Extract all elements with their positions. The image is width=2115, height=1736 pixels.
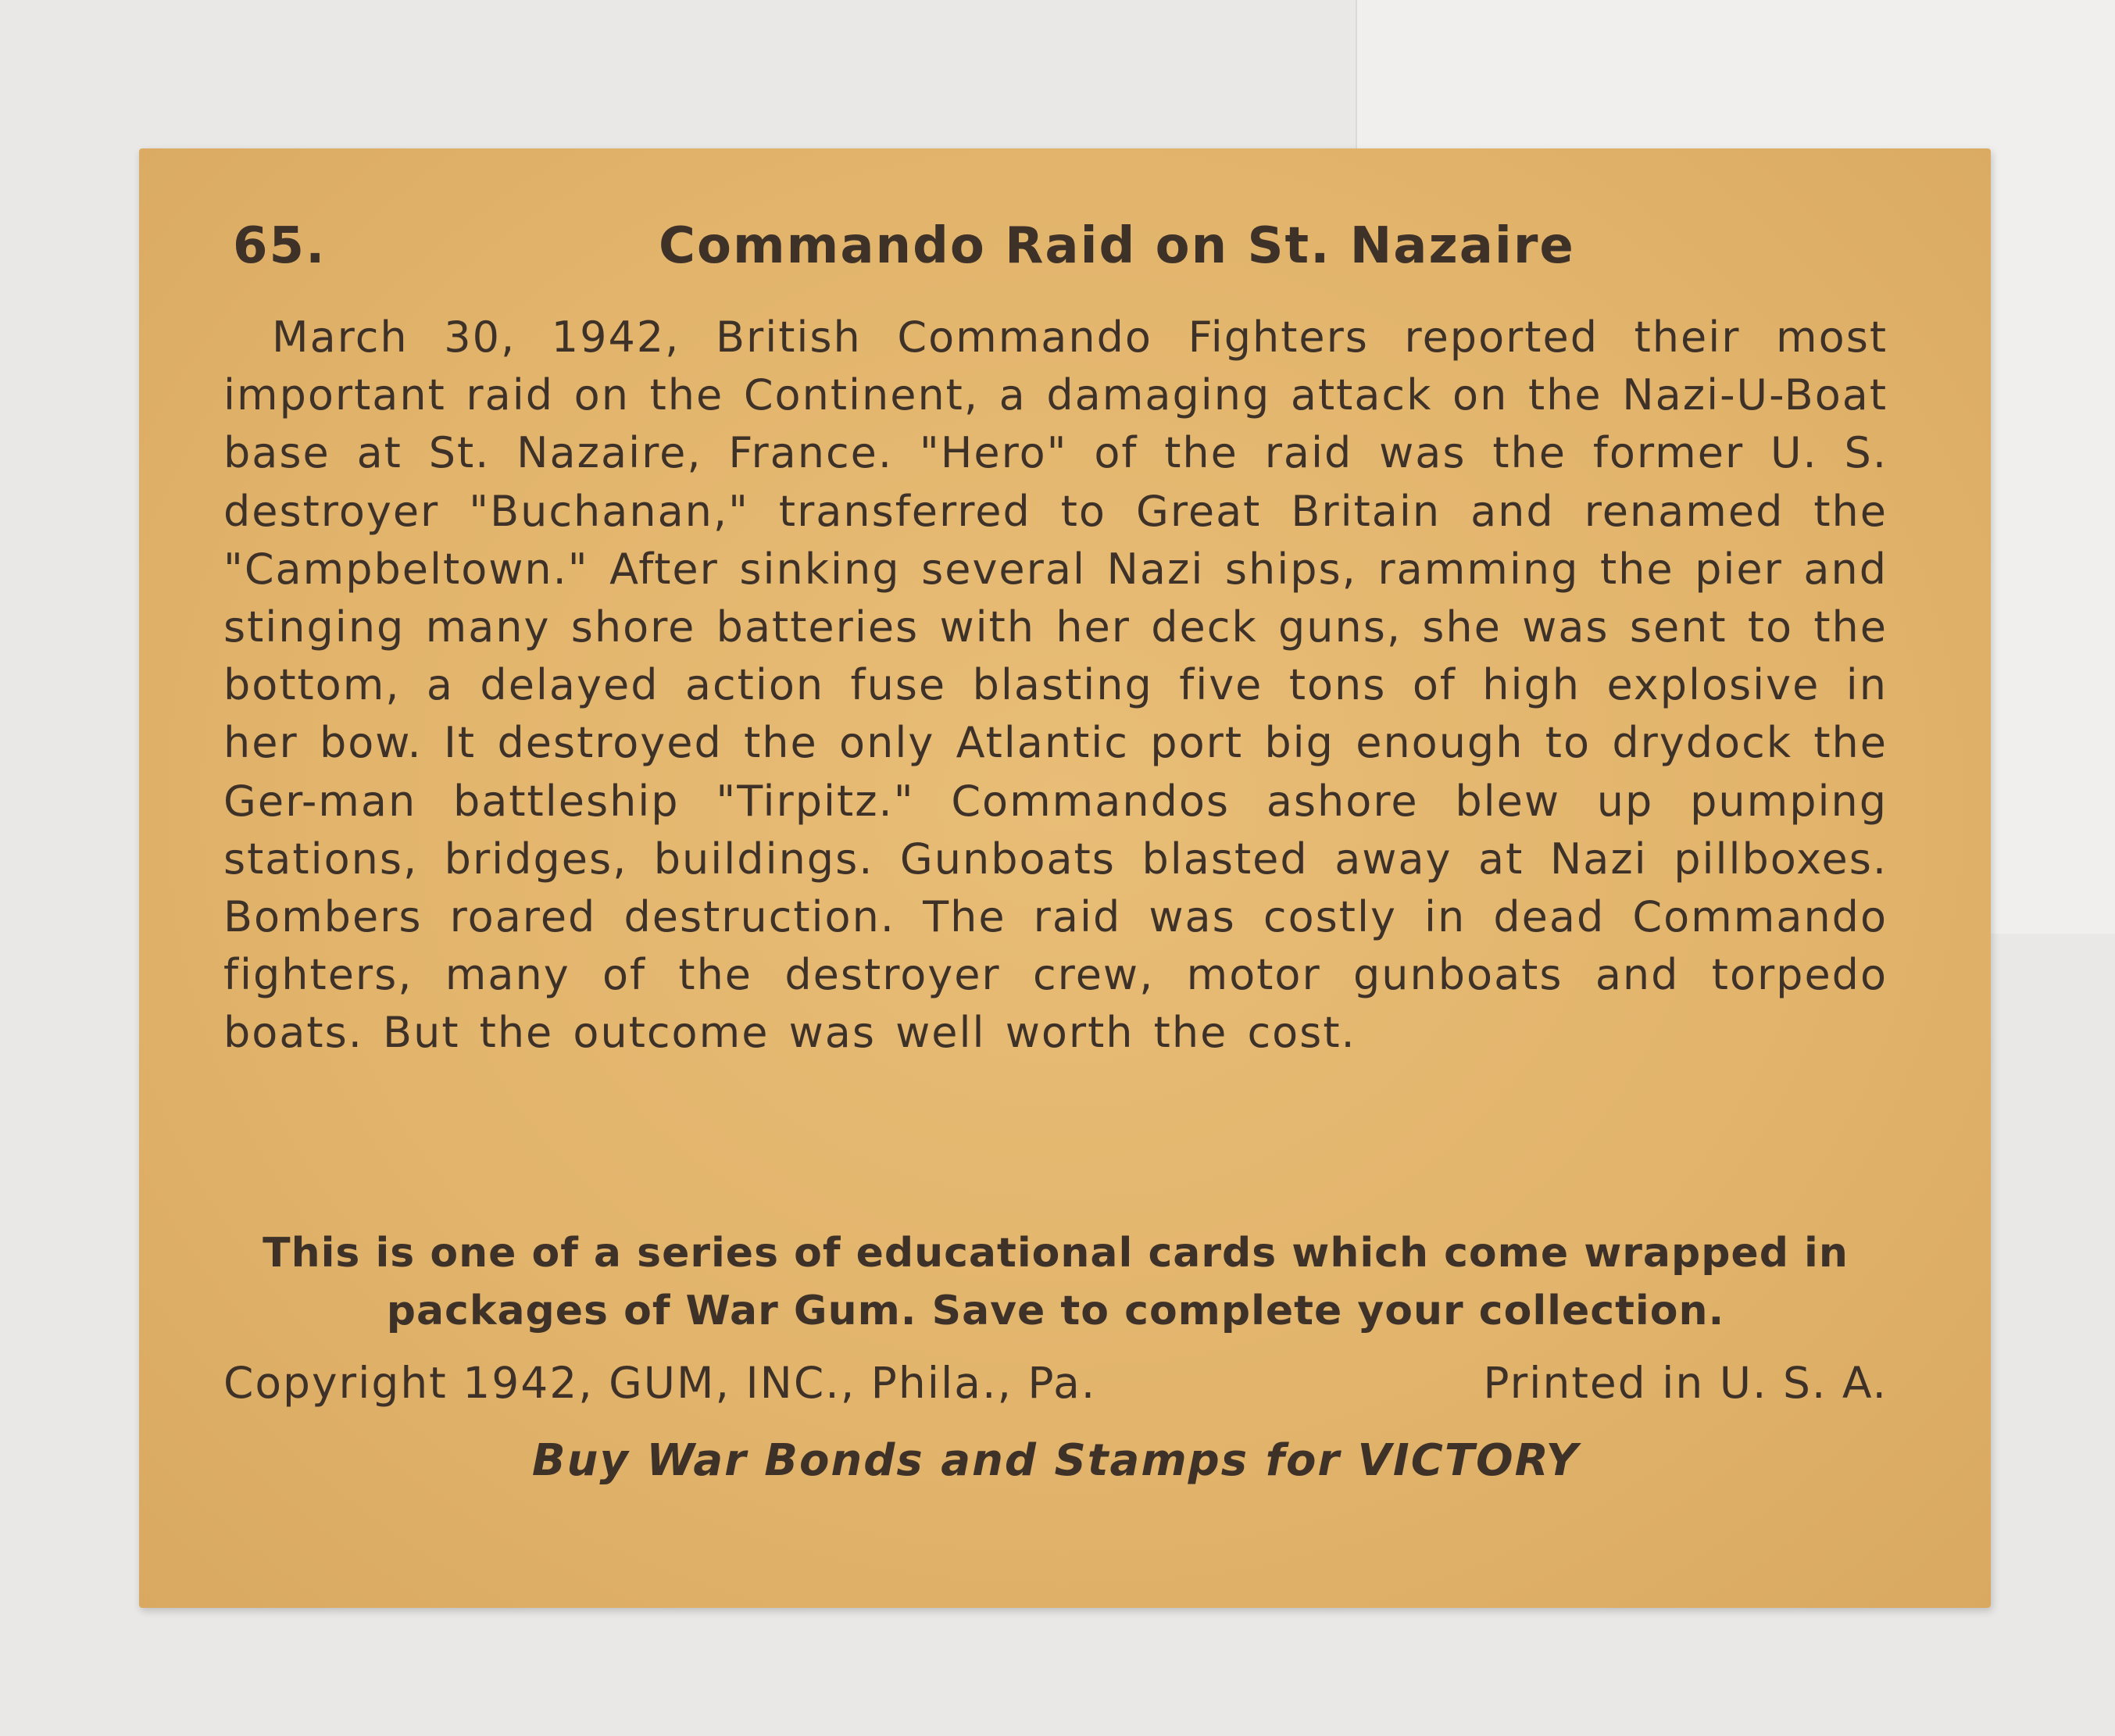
card-footer bbox=[223, 1352, 1888, 1414]
printed-in-text: Printed in U. S. A. bbox=[1483, 1358, 1888, 1408]
trading-card-back bbox=[139, 148, 1991, 1608]
copyright-text: Copyright 1942, GUM, INC., Phila., Pa. bbox=[223, 1358, 1097, 1408]
series-note: This is one of a series of educational cards which come wrapped in packages of War Gum. Save to complete your collection. bbox=[263, 1230, 1849, 1334]
war-bonds-slogan: Buy War Bonds and Stamps for VICTORY bbox=[531, 1435, 1580, 1486]
card-description: March 30, 1942, British Commando Fighters reported their most important raid on the Continent, a damaging attack on the Nazi-U-Boat base at St. Nazaire, France. "Hero" of the raid was the former U. S. destroyer "Buchanan," transferred to Great Britain and renamed the "Campbeltown." After sinking several Nazi ships, ramming the pier and stinging many shore batteries with her deck guns, she was sent to the bottom, a delayed action fuse blasting five tons of high explosive in her bow. It destroyed the only Atlantic port big enough to drydock the Ger-man battleship "Tirpitz." Commandos ashore blew up pumping stations, bridges, buildings. Gunboats blasted away at Nazi pillboxes. Bombers roared destruction. The raid was costly in dead Commando fighters, many of the destroyer crew, motor gunboats and torpedo boats. But the outcome was well worth the cost. bbox=[223, 313, 1888, 1058]
card-header bbox=[233, 211, 1897, 281]
card-number: 65. bbox=[233, 217, 327, 275]
card-title: Commando Raid on St. Nazaire bbox=[659, 217, 1575, 275]
